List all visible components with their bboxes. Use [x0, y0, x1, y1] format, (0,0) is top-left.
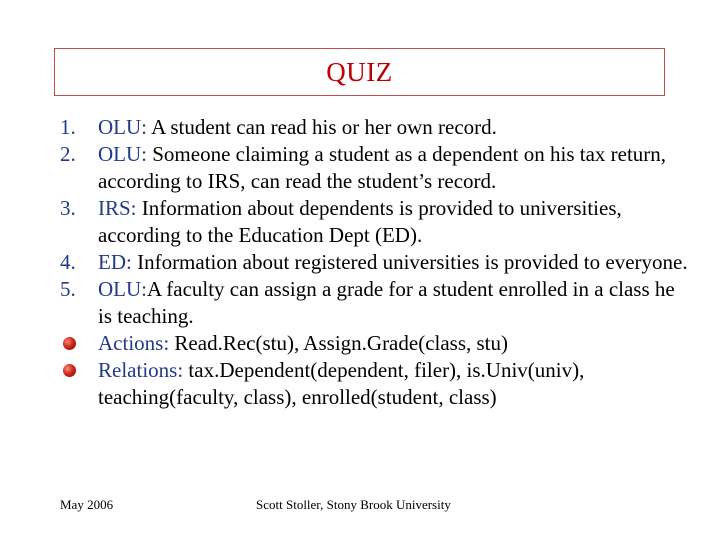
item-number: 5. [60, 277, 76, 301]
item-key: IRS: [98, 196, 137, 220]
bullet-item-relations [60, 357, 690, 411]
item-key: OLU: [98, 277, 147, 301]
numbered-item-3 [60, 195, 690, 249]
item-number: 3. [60, 196, 76, 220]
slide-title: QUIZ [326, 56, 393, 87]
item-key: OLU: [98, 142, 147, 166]
numbered-item-4 [60, 249, 690, 276]
item-key: ED: [98, 250, 132, 274]
bullet-icon [63, 364, 76, 377]
item-text: Information about registered universities is provided to everyone. [131, 250, 688, 274]
slide-content [60, 114, 690, 411]
bullet-icon [63, 337, 76, 350]
item-number: 4. [60, 250, 76, 274]
item-number: 2. [60, 142, 76, 166]
item-text: A student can read his or her own record. [147, 115, 497, 139]
item-number: 1. [60, 115, 76, 139]
item-key: Relations: [98, 358, 184, 382]
item-key: OLU: [98, 115, 147, 139]
numbered-item-1 [60, 114, 690, 141]
bullet-item-actions [60, 330, 690, 357]
numbered-item-2 [60, 141, 690, 195]
item-text: Someone claiming a student as a dependent on his tax return, according to IRS, can read the student’s record. [98, 142, 667, 193]
item-text: A faculty can assign a grade for a student enrolled in a class he is teaching. [98, 277, 675, 328]
item-text: tax.Dependent(dependent, filer), is.Univ(univ), teaching(faculty, class), enrolled(student, class) [98, 358, 585, 409]
numbered-item-5 [60, 276, 690, 330]
title-box [54, 48, 665, 96]
footer-author: Scott Stoller, Stony Brook University [256, 497, 451, 512]
footer-date: May 2006 [60, 497, 114, 512]
item-text: Read.Rec(stu), Assign.Grade(class, stu) [169, 331, 509, 355]
item-text: Information about dependents is provided to universities, according to the Education Dept (ED). [98, 196, 622, 247]
item-key: Actions: [98, 331, 170, 355]
